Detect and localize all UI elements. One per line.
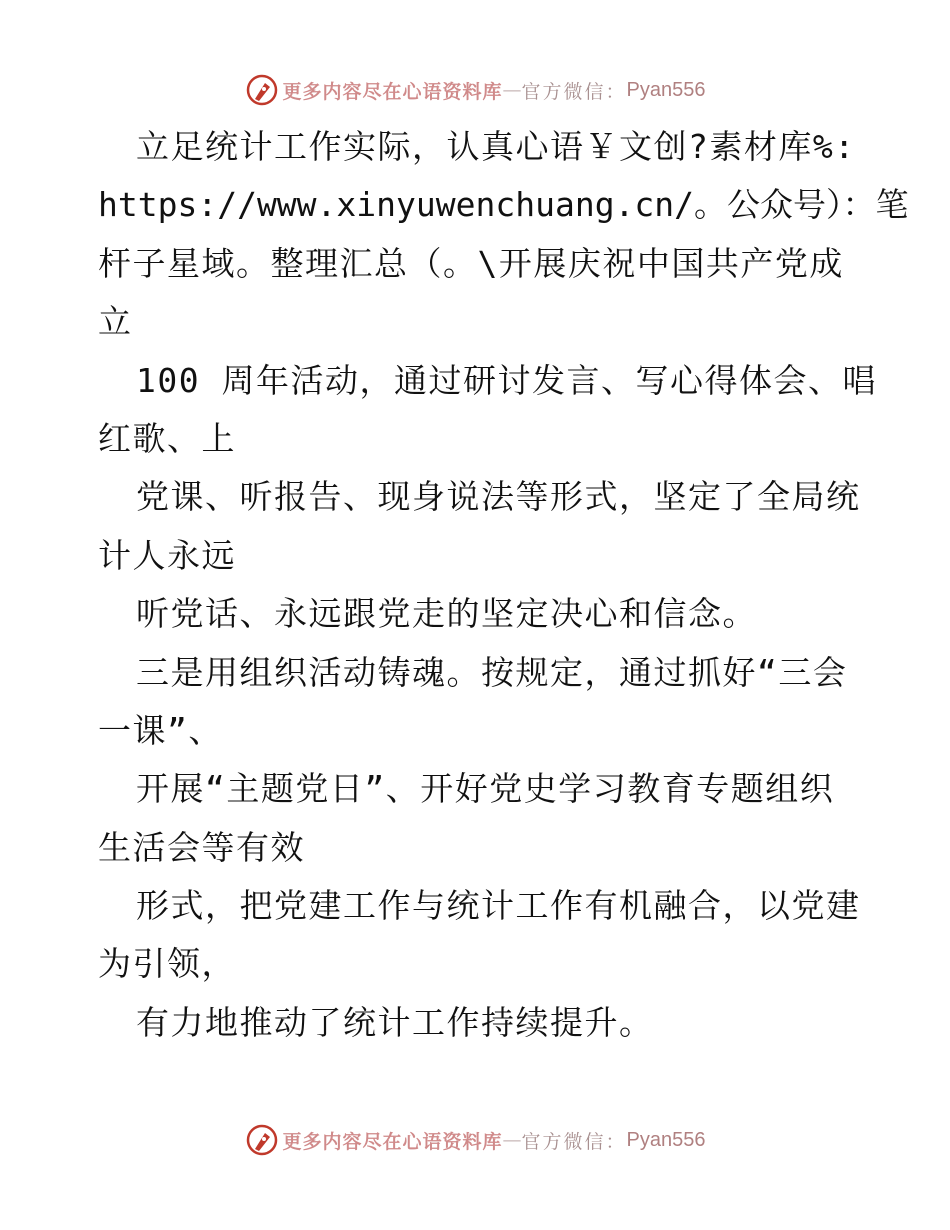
- watermark-wechat-id: Pyan556: [626, 1128, 706, 1151]
- text-line: 一课”、: [98, 710, 223, 750]
- text-line: https://www.xinyuwenchuang.cn/。公众号）：笔: [98, 185, 909, 225]
- pen-nib-logo-icon: [245, 1123, 279, 1157]
- document-body: [98, 118, 909, 1052]
- text-line: 立足统计工作实际，认真心语￥文创?素材库%:: [136, 127, 856, 166]
- text-line: 党课、听报告、现身说法等形式，坚定了全局统: [136, 477, 861, 517]
- text-line: 红歌、上: [98, 418, 236, 458]
- pen-nib-logo-icon: [245, 73, 279, 107]
- watermark-wechat-label: 官方微信：: [521, 1130, 627, 1153]
- text-line: 生活会等有效: [98, 827, 305, 867]
- watermark-dash: —: [502, 1129, 522, 1151]
- text-line: 100 周年活动，通过研讨发言、写心得体会、唱: [136, 360, 877, 400]
- watermark-brand: 更多内容尽在心语资料库: [282, 80, 503, 103]
- text-line: 听党话、永远跟党走的坚定决心和信念。: [136, 594, 757, 634]
- text-line: 开展“主题党日”、开好党史学习教育专题组织: [136, 769, 835, 809]
- watermark-wechat-label: 官方微信：: [521, 80, 627, 103]
- text-line: 三是用组织活动铸魂。按规定，通过抓好“三会: [136, 652, 848, 692]
- text-line: 立: [98, 302, 133, 342]
- text-line: 计人永远: [98, 535, 236, 575]
- header-watermark: [0, 70, 950, 110]
- text-line: 杆子星域。整理汇总（。\开展庆祝中国共产党成: [98, 243, 844, 283]
- watermark-dash: —: [502, 79, 522, 101]
- text-line: 形式，把党建工作与统计工作有机融合，以党建: [136, 886, 861, 926]
- watermark-brand: 更多内容尽在心语资料库: [282, 1130, 503, 1153]
- text-line: 有力地推动了统计工作持续提升。: [136, 1002, 654, 1042]
- watermark-wechat-id: Pyan556: [626, 78, 706, 101]
- footer-watermark: [0, 1120, 950, 1160]
- text-line: 为引领，: [98, 944, 236, 984]
